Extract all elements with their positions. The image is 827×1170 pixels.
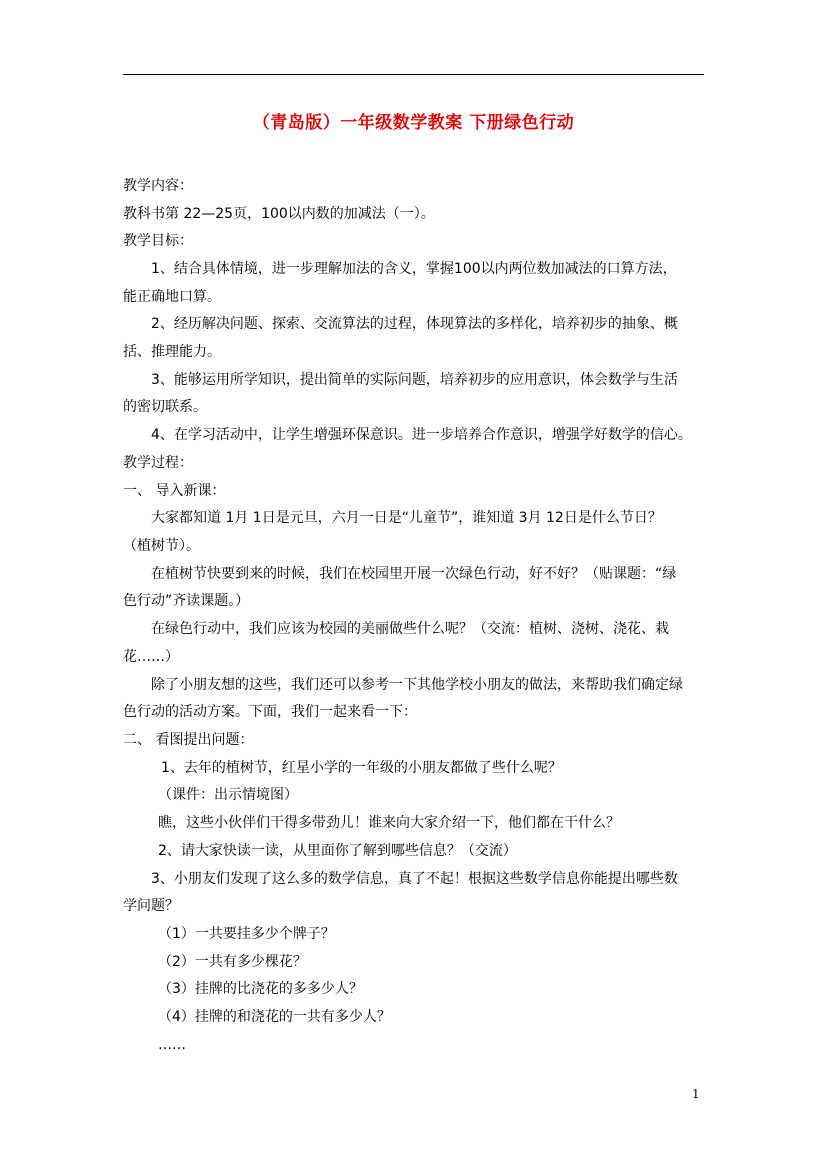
text-line: 瞧，这些小伙伴们干得多带劲儿！谁来向大家介绍一下，他们都在干什么？ [158, 815, 620, 831]
text-line: 教学目标： [123, 233, 193, 249]
text-line: （2）一共有多少棵花？ [158, 954, 307, 970]
text-line: 能正确地口算。 [123, 289, 221, 305]
text-line: 二、 看图提出问题： [123, 732, 254, 748]
text-line: 除了小朋友想的这些，我们还可以参考一下其他学校小朋友的做法，来帮助我们确定绿 [151, 677, 683, 693]
page-number: 1 [692, 1087, 700, 1101]
text-line: …… [158, 1037, 186, 1053]
text-line: （课件：出示情境图） [158, 787, 298, 803]
text-line: 在绿色行动中，我们应该为校园的美丽做些什么呢？（交流：植树、浇树、浇花、栽 [151, 621, 669, 637]
text-line: 3、能够运用所学知识，提出简单的实际问题，培养初步的应用意识，体会数学与生活 [151, 372, 678, 388]
text-line: 4、在学习活动中，让学生增强环保意识。进一步培养合作意识，增强学好数学的信心。 [151, 427, 692, 443]
text-line: 1、去年的植树节，红星小学的一年级的小朋友都做了些什么呢？ [161, 760, 562, 776]
text-line: 大家都知道 1月 1日是元旦，六月一日是“儿童节”，谁知道 3月 12日是什么节日？ [151, 510, 662, 526]
text-line: 括、推理能力。 [123, 344, 221, 360]
text-line: 花……） [123, 649, 179, 665]
text-line: 教科书第 22—25页，100以内数的加减法（一）。 [123, 206, 435, 222]
page-title: （青岛版）一年级数学教案 下册绿色行动 [252, 113, 575, 133]
text-line: 色行动”齐读课题。） [123, 593, 250, 609]
text-line: 的密切联系。 [123, 399, 207, 415]
text-line: 2、经历解决问题、探索、交流算法的过程，体现算法的多样化，培养初步的抽象、概 [151, 316, 678, 332]
text-line: （植树节）。 [123, 538, 200, 554]
text-line: 教学过程： [123, 455, 193, 471]
text-line: 色行动的活动方案。下面，我们一起来看一下： [123, 704, 417, 720]
text-line: （3）挂牌的比浇花的多多少人？ [158, 981, 363, 997]
text-line: 2、请大家快读一读，从里面你了解到哪些信息？（交流） [158, 843, 517, 859]
text-line: （1）一共要挂多少个牌子？ [158, 926, 335, 942]
text-line: 1、结合具体情境，进一步理解加法的含义，掌握100以内两位数加减法的口算方法， [151, 261, 677, 277]
text-line: （4）挂牌的和浇花的一共有多少人？ [158, 1009, 391, 1025]
text-line: 一、 导入新课： [123, 483, 226, 499]
text-line: 3、小朋友们发现了这么多的数学信息，真了不起！根据这些数学信息你能提出哪些数 [151, 871, 678, 887]
text-line: 教学内容： [123, 178, 193, 194]
header-rule [123, 74, 704, 75]
text-line: 学问题？ [123, 898, 179, 914]
text-line: 在植树节快要到来的时候，我们在校园里开展一次绿色行动，好不好？（贴课题：“绿 [151, 566, 677, 582]
